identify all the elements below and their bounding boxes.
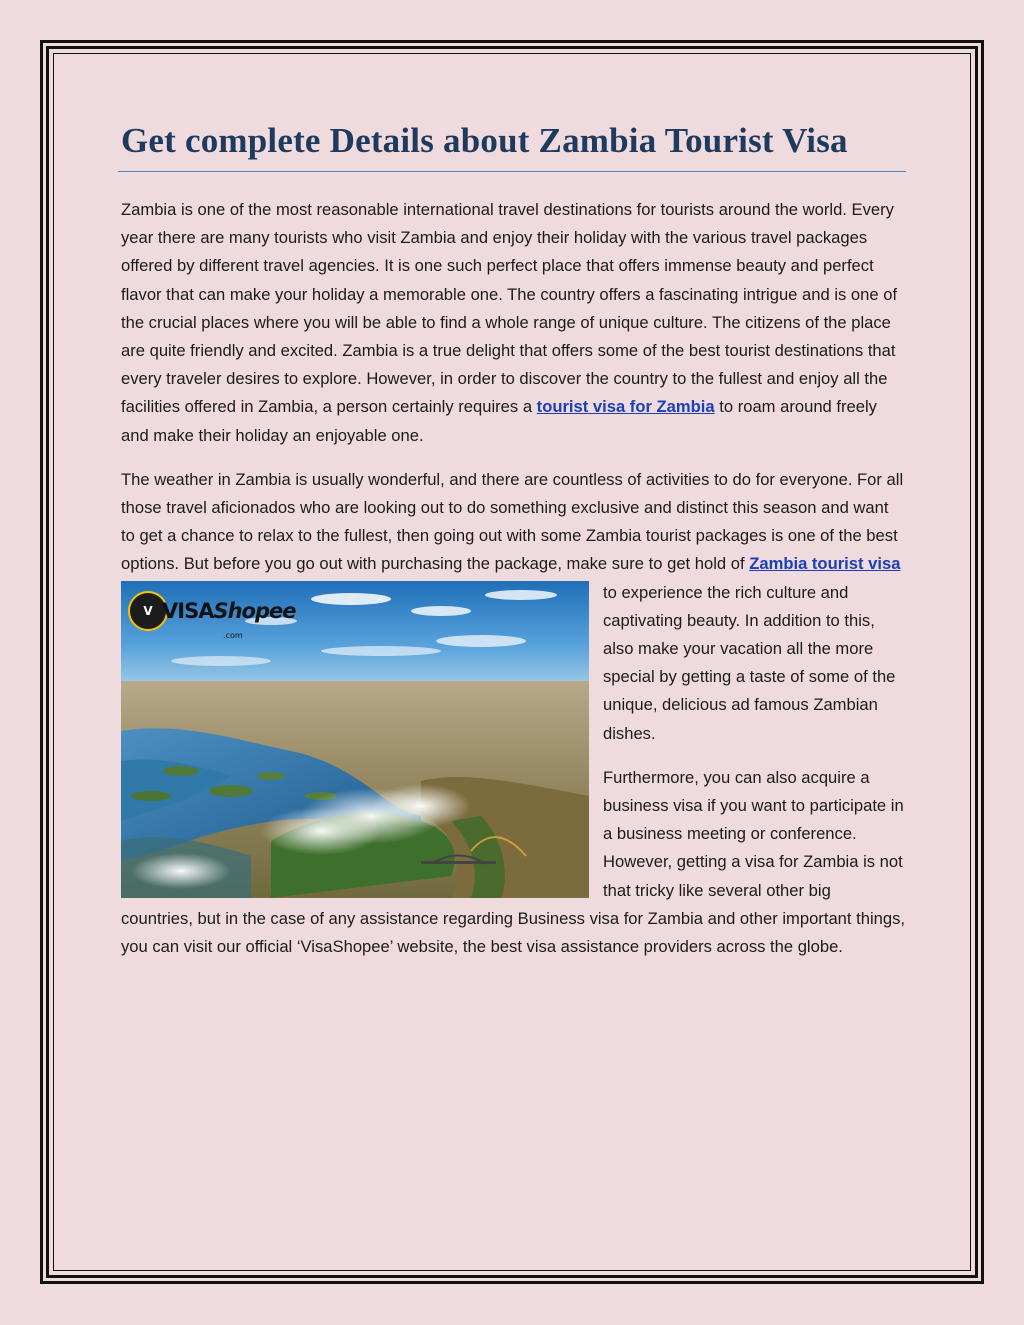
page-title: Get complete Details about Zambia Tourist Visa [121, 121, 848, 160]
visashopee-logo-text [162, 597, 295, 625]
paragraph-business: Furthermore, you can also acquire a business visa if you want to participate in a business meeting or conference. However, getting a visa for Zambia is not that tricky like several other big countries, but in the case of any assistance regarding Business visa for Zambia and other important things, you can visit our official ‘VisaShopee’ website, the best visa assistance providers across the globe. [121, 767, 906, 957]
paragraph-weather-text-end: to experience the rich culture and captivating beauty. In addition to this, also make your vacation all the more special by getting a taste of some of the unique, delicious ad famous Zambian dishes. [603, 582, 896, 743]
logo-visa-word: VISA [162, 598, 214, 623]
tourist-visa-link[interactable]: tourist visa for Zambia [536, 397, 715, 417]
paragraph-intro-text-end: to roam around freely and make their holiday an enjoyable one. [121, 397, 877, 445]
visashopee-logo [128, 589, 296, 640]
paragraph-weather [121, 466, 906, 748]
zambia-photo [121, 581, 589, 898]
zambia-tourist-visa-link[interactable]: Zambia tourist visa [749, 554, 901, 574]
visashopee-logo-mark: V [128, 591, 168, 631]
document-body [121, 118, 906, 977]
title-underline [118, 171, 906, 172]
paragraph-weather-text-start: The weather in Zambia is usually wonderful, and there are countless of activities to do for everyone. For all those travel aficionados who are looking out to do something exclusive and distinct this season and want to get a chance to relax to the fullest, then going out with some Zambia tourist packages is one of the best options. But before you go out with purchasing the package, make sure to get hold of [121, 469, 904, 574]
logo-domain: .com [223, 630, 243, 640]
logo-shopee-word: Shopee [213, 598, 296, 623]
paragraph-intro-text: Zambia is one of the most reasonable international travel destinations for tourists around the world. Every year there are many tourists who visit Zambia and enjoy their holiday with the various travel packages offered by different travel agencies. It is one such perfect place that offers immense beauty and perfect flavor that can make your holiday a memorable one. The country offers a fascinating intrigue and is one of the crucial places where you will be able to find a whole range of unique culture. The citizens of the place are quite friendly and excited. Zambia is a true delight that offers some of the best tourist destinations that every traveler desires to explore. However, in order to discover the country to the fullest and enjoy all the facilities offered in Zambia, a person certainly requires a [121, 200, 898, 417]
paragraph-intro [121, 196, 906, 450]
